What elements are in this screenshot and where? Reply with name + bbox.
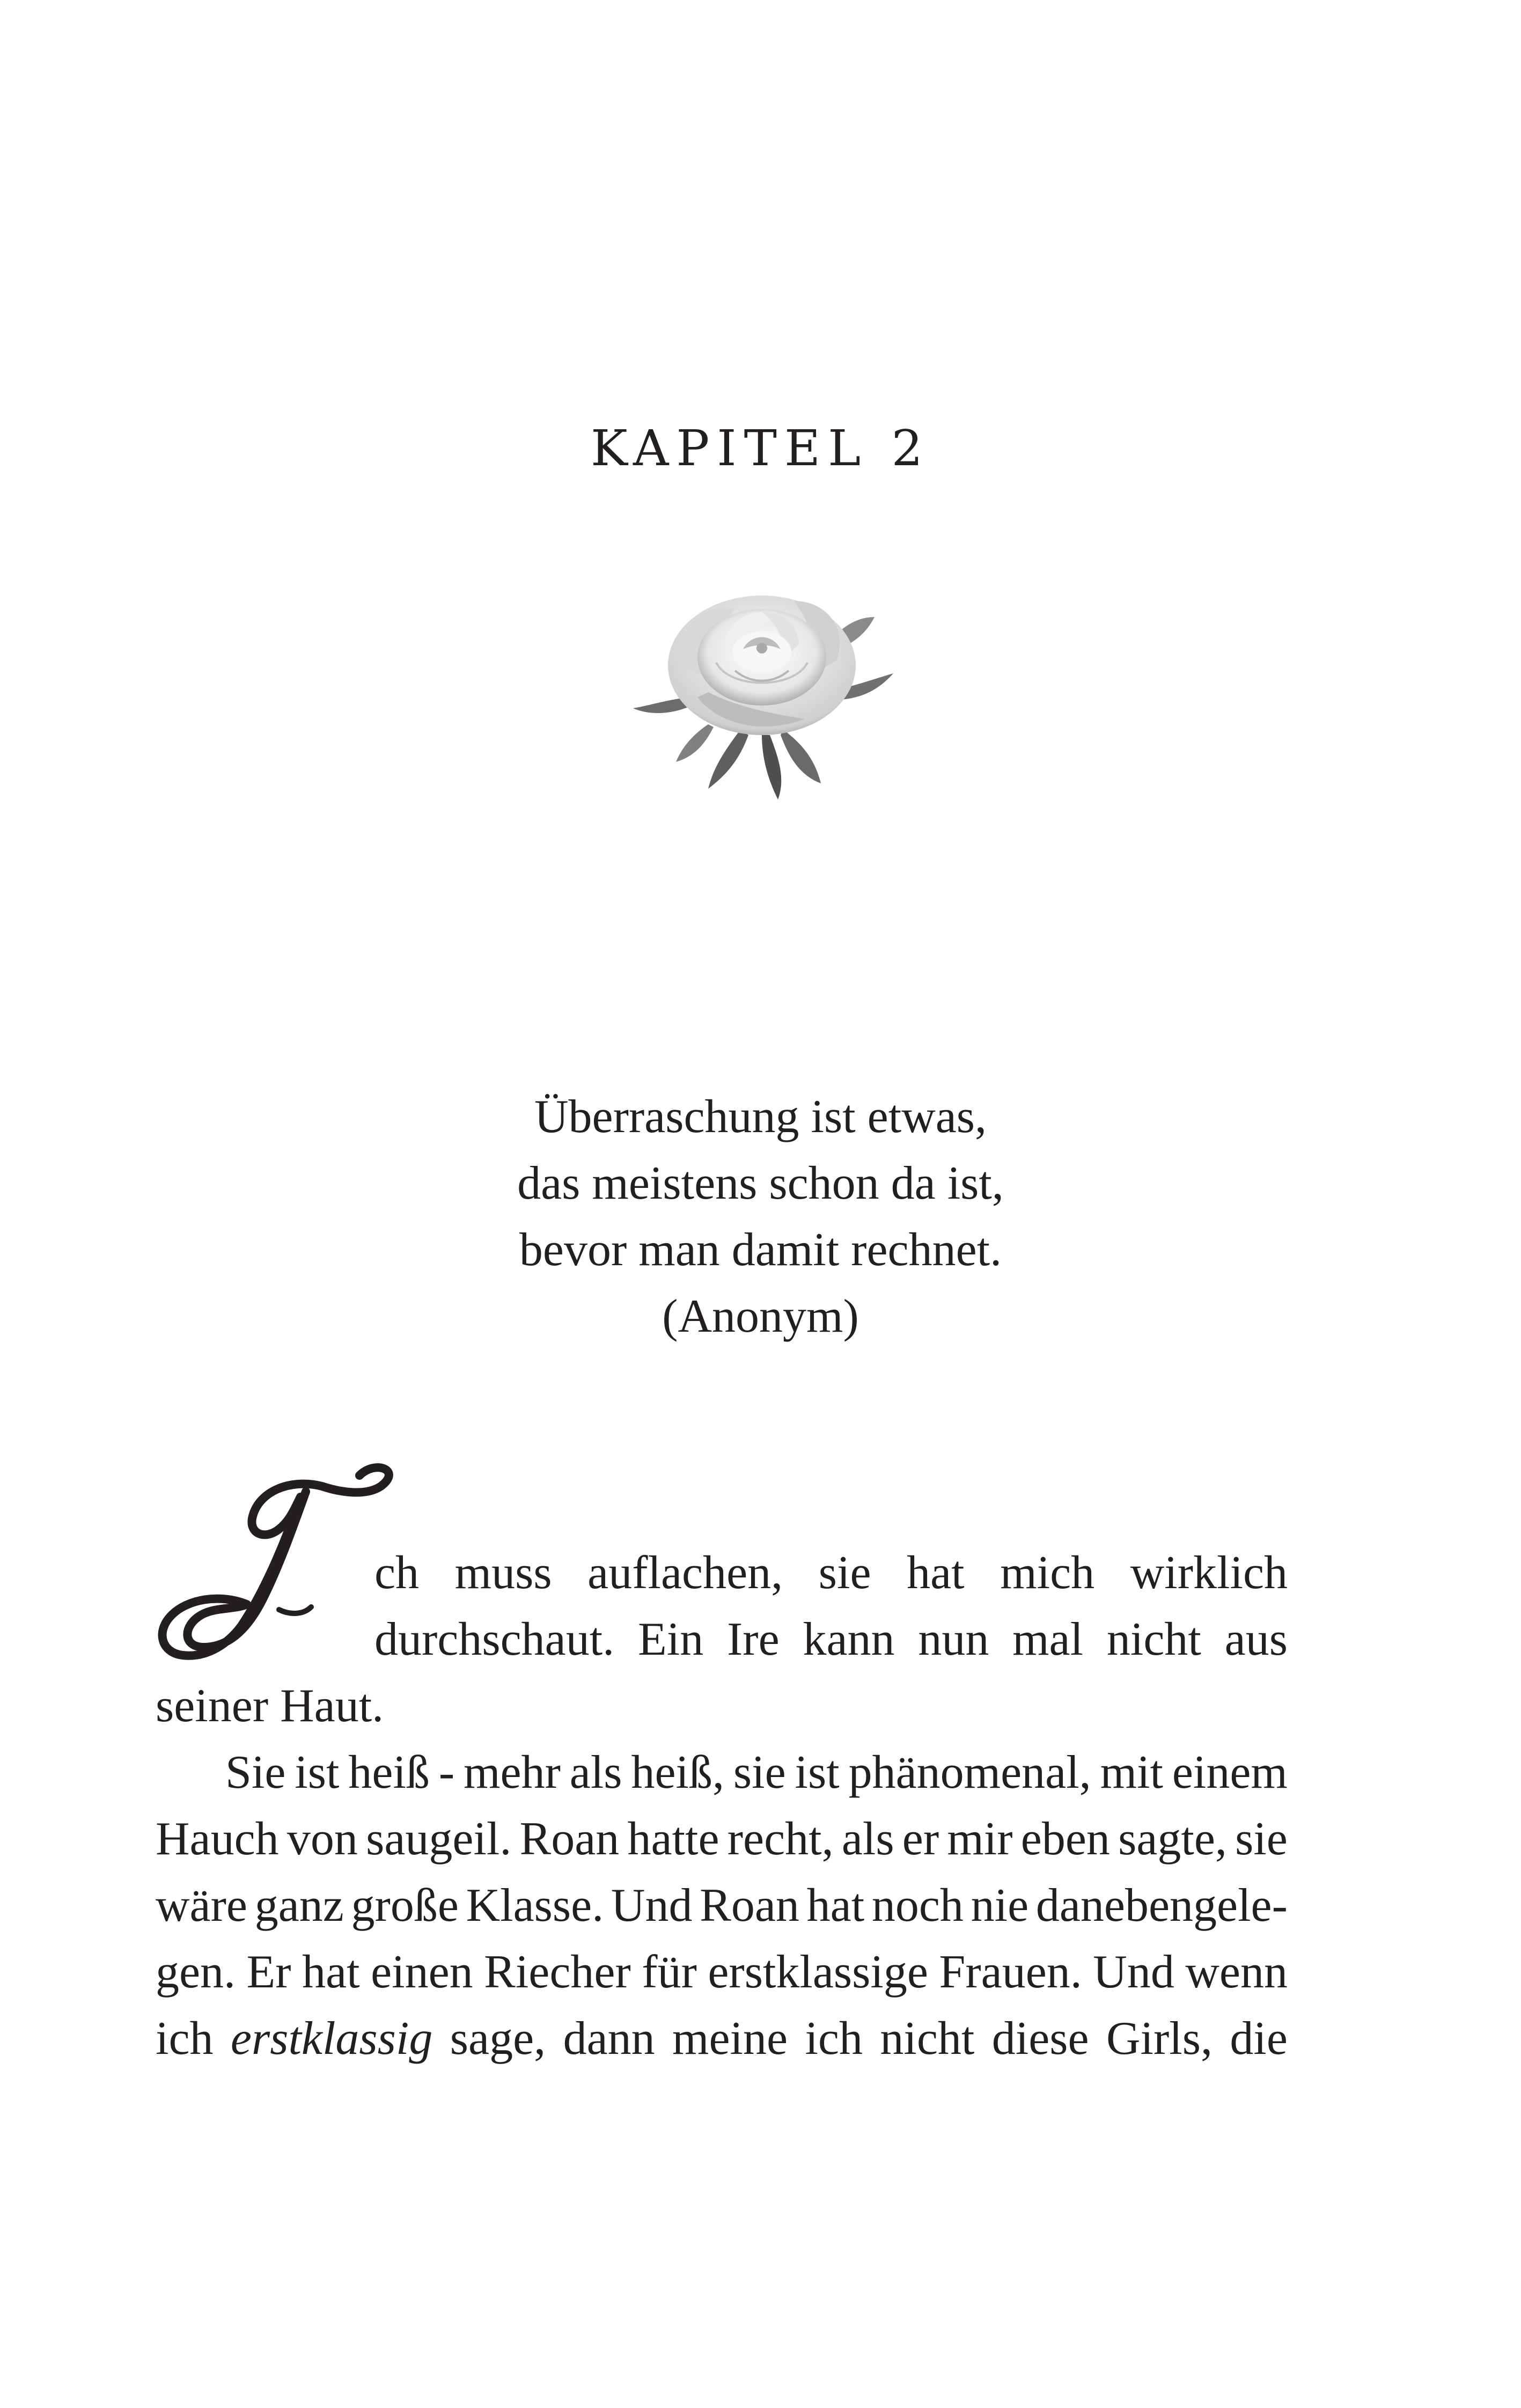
word: sie: [733, 1746, 786, 1798]
word: Klasse.: [466, 1880, 604, 1932]
word: Roan: [700, 1880, 799, 1932]
word: heiß,: [631, 1746, 724, 1798]
word: sagte,: [1118, 1813, 1227, 1865]
text-line: [156, 1673, 1288, 1739]
word: mehr: [464, 1746, 561, 1798]
word: die: [1230, 2013, 1288, 2065]
text-line: [156, 1739, 1288, 1806]
word: wäre: [156, 1880, 247, 1932]
word: nun: [918, 1613, 989, 1665]
word: danebengele-: [1035, 1880, 1288, 1932]
word: ch: [374, 1547, 420, 1599]
text-line: [156, 1873, 1288, 1939]
word: Ein: [637, 1613, 704, 1665]
epigraph-line: Überraschung ist etwas,: [534, 1091, 987, 1143]
word: Er: [246, 1946, 291, 1998]
word: wenn: [1185, 1946, 1288, 1998]
word: diese: [991, 2013, 1089, 2065]
emphasized-word: erstklassig: [230, 2013, 433, 2065]
body-text: [156, 1540, 1288, 2072]
text-line: [156, 1939, 1288, 2006]
word: mit: [1100, 1746, 1163, 1798]
word: Ire: [726, 1613, 780, 1665]
word: heiß: [348, 1746, 430, 1798]
word: sie: [1235, 1813, 1288, 1865]
word: noch: [871, 1880, 964, 1932]
word: Girls,: [1106, 2013, 1213, 2065]
word: hat: [806, 1880, 865, 1932]
word: einen: [371, 1946, 473, 1998]
word: hat: [302, 1946, 360, 1998]
word: saugeil.: [366, 1813, 512, 1865]
word: ist: [795, 1746, 840, 1798]
text-fragment: seiner Haut.: [156, 1680, 384, 1732]
word: große: [351, 1880, 459, 1932]
word: Sie: [225, 1746, 286, 1798]
word: als: [569, 1746, 622, 1798]
word: Und: [1093, 1946, 1174, 1998]
epigraph-line: das meistens schon da ist,: [517, 1157, 1004, 1209]
word: Hauch: [156, 1813, 279, 1865]
word: mich: [1000, 1547, 1095, 1599]
word: auflachen,: [587, 1547, 783, 1599]
word: Frauen.: [939, 1946, 1082, 1998]
dropcap-letter: [397, 1454, 398, 1455]
word: -: [438, 1746, 455, 1798]
word: ich: [156, 2013, 214, 2065]
word: hat: [907, 1547, 965, 1599]
text-line: [156, 2006, 1288, 2072]
peony-flower-icon: [601, 563, 923, 805]
word: nie: [971, 1880, 1029, 1932]
word: erstklassige: [708, 1946, 928, 1998]
word: sie: [818, 1547, 871, 1599]
word: von: [286, 1813, 358, 1865]
word: einem: [1172, 1746, 1288, 1798]
word: mal: [1012, 1613, 1084, 1665]
word: Roan: [519, 1813, 620, 1865]
text-line: [374, 1606, 1288, 1673]
word: Und: [611, 1880, 693, 1932]
chapter-heading: KAPITEL 2: [590, 420, 931, 477]
word: aus: [1224, 1613, 1288, 1665]
word: nicht: [1106, 1613, 1201, 1665]
epigraph-attribution: (Anonym): [662, 1290, 859, 1342]
word: nicht: [880, 2013, 975, 2065]
first-paragraph-opening: [156, 1540, 1288, 1673]
word: recht,: [727, 1813, 834, 1865]
dropcap-ornament: [150, 1454, 397, 1669]
word: gen.: [156, 1946, 236, 1998]
word: ist: [295, 1746, 340, 1798]
text-line: [374, 1540, 1288, 1606]
word: wirklich: [1130, 1547, 1288, 1599]
word: er: [902, 1813, 939, 1865]
word: kann: [803, 1613, 895, 1665]
word: dann: [563, 2013, 655, 2065]
text-line: [156, 1806, 1288, 1873]
word: ich: [805, 2013, 863, 2065]
word: mir: [947, 1813, 1013, 1865]
word: durchschaut.: [374, 1613, 615, 1665]
epigraph: [0, 1084, 1521, 1350]
word: hatte: [627, 1813, 719, 1865]
word: meine: [672, 2013, 788, 2065]
word: als: [841, 1813, 894, 1865]
word: muss: [454, 1547, 552, 1599]
word: phänomenal,: [848, 1746, 1091, 1798]
epigraph-line: bevor man damit rechnet.: [519, 1224, 1002, 1276]
word: sage,: [450, 2013, 546, 2065]
word: ganz: [254, 1880, 344, 1932]
word: eben: [1020, 1813, 1110, 1865]
word: Riecher: [484, 1946, 631, 1998]
word: für: [642, 1946, 697, 1998]
